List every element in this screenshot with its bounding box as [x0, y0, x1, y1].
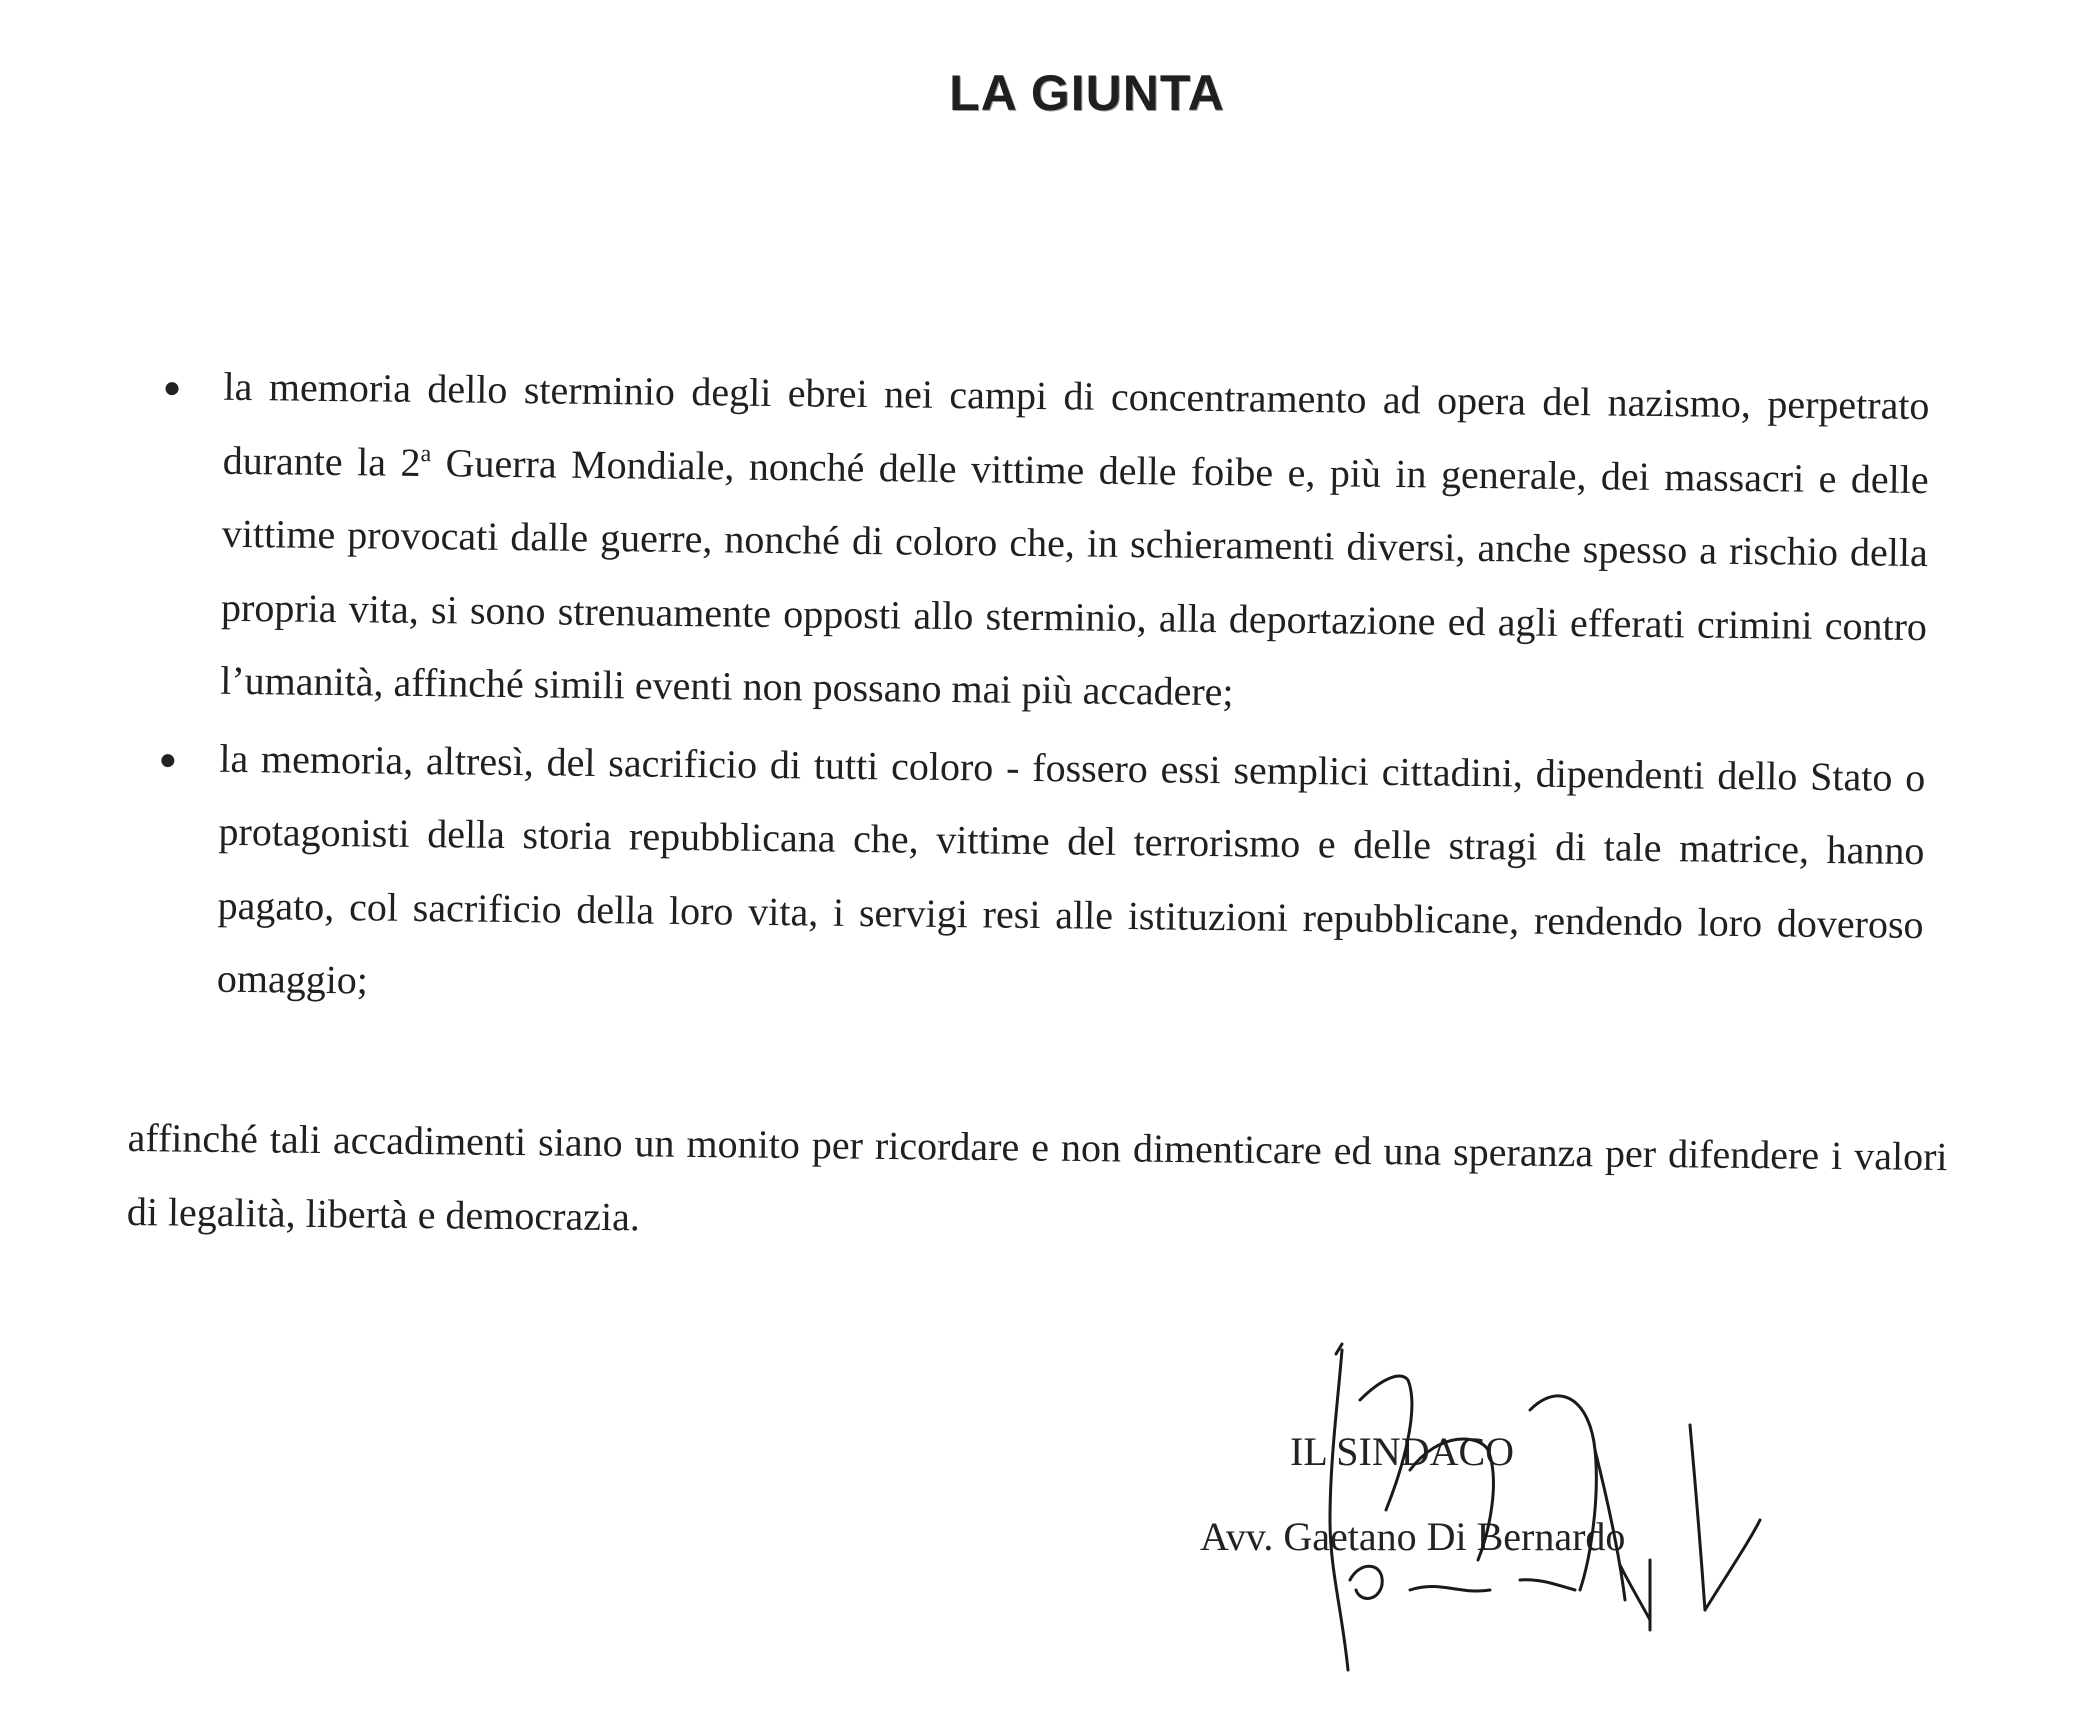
signature-role: IL SINDACO	[1290, 1429, 1515, 1474]
signature-stroke	[1690, 1425, 1705, 1610]
handwritten-signature	[1290, 1340, 1770, 1680]
signature-stroke	[1595, 1450, 1625, 1600]
document-title: LA GIUNTA	[949, 65, 1225, 121]
bullet-list	[150, 349, 1929, 1035]
bullet-text-part2: Guerra Mondiale, nonché delle vittime delle foibe e, più in generale, dei massacri e delle vittime provocati dalle guerre, nonché di coloro che, in schieramenti diversi, anche spesso a rischio della propria vita, si sono strenuamente opposti allo sterminio, alla deportazione ed agli efferati crimini contro l’umanità, affinché simili eventi non possano mai più accadere;	[219, 439, 1929, 715]
closing-paragraph: affinché tali accadimenti siano un monito per ricordare e non dimenticare ed una speranza per difendere i valori di legalità, libertà e democrazia.	[126, 1114, 1948, 1239]
bullet-text: la memoria, altresì, del sacrificio di tutti coloro - fossero essi semplici cittadini, dipendenti dello Stato o protagonisti della storia repubblicana che, vittime del terrorismo e delle stragi di tale matrice, hanno pagato, col sacrificio della loro vita, i servigi resi alle istituzioni repubblicane, rendendo loro doveroso omaggio;	[216, 735, 1926, 1003]
bullet-icon	[161, 754, 174, 767]
bullet-item-memoria-sterminio	[154, 349, 1930, 737]
signature-stroke	[1530, 1396, 1596, 1590]
signature-stroke	[1520, 1580, 1575, 1590]
bullet-icon	[165, 382, 178, 395]
signature-stroke	[1350, 1566, 1382, 1598]
signature-stroke	[1410, 1586, 1490, 1591]
signature-name: Avv. Gaetano Di Bernardo	[1200, 1514, 1626, 1559]
signature-stroke	[1330, 1350, 1348, 1670]
signature-stroke	[1705, 1520, 1760, 1610]
bullet-text-part1: la memoria dello sterminio degli ebrei nei campi di concentramento ad opera del nazismo, perpetrato durante la 2	[222, 363, 1930, 485]
signature-stroke	[1360, 1376, 1412, 1510]
ordinal-superscript: a	[420, 440, 432, 467]
bullet-item-memoria-sacrificio	[150, 720, 1925, 1034]
signature-stroke	[1410, 1439, 1493, 1560]
